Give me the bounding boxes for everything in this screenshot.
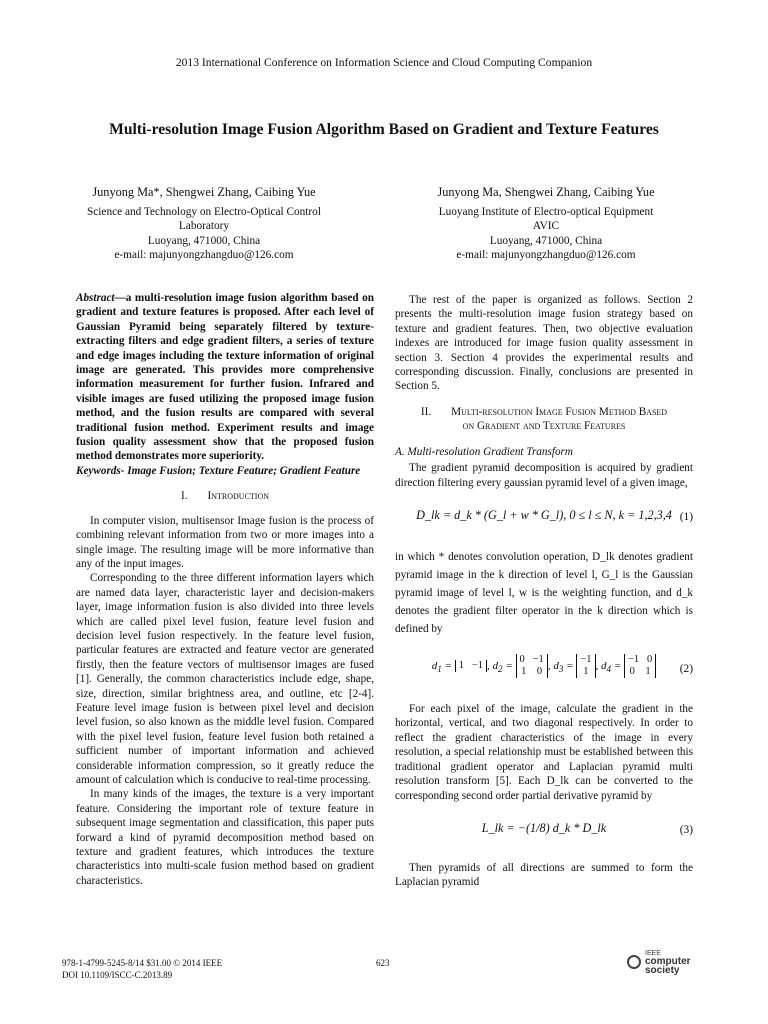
- footer-doi: DOI 10.1109/ISCC-C.2013.89: [62, 970, 173, 980]
- author-email: e-mail: majunyongzhangduo@126.com: [114, 249, 294, 262]
- equation-number: (3): [679, 823, 693, 836]
- section-number: II.: [420, 405, 432, 418]
- paragraph: For each pixel of the image, calculate the gradient in the horizontal, vertical, and two diagonal respectively. In order to reflect the gradient characteristics of the image in every resolution, a special relationship must be established between this traditional gradient operator and Laplacian pyramid multi resolution transform [5]. Each D_lk can be converted to the corresponding second order partial derivative pyramid by: [395, 703, 693, 802]
- right-column: [395, 293, 693, 890]
- equation-number: (1): [679, 511, 693, 524]
- equation-expression: L_lk = −(1/8) d_k * D_lk: [481, 820, 607, 835]
- abstract-text: —a multi-resolution image fusion algorithm based on gradient and texture features is proposed. After each level of Gaussian Pyramid being separately filtered by texture-extracting filters and edge gradient filters, a series of texture and edge images including the texture information of original image are generated. This provides more comprehensive information measurement for further fusion. Infrared and visible images are fused utilizing the proposed image fusion method, and the fusion results are compared with several traditional fusion method. Experiment results and image fusion quality assessment show that the proposed fusion method demonstrates more superiority.: [76, 292, 374, 463]
- abstract-label: Abstract: [76, 292, 115, 304]
- ieee-logo-icon: [627, 955, 641, 969]
- affiliation-city: Luoyang, 471000, China: [489, 234, 603, 247]
- paragraph: Corresponding to the three different information layers which are named data layer, characteristic layer and decision-makers layer, image information fusion is also divided into three levels which are called pixel level fusion, feature level fusion and decision level fusion respectively. In the feature level fusion, particular features are extracted and feature vector are generated firstly, then the feature vectors of multisensor images are fused [1]. Generally, the common characteristics include edge, shape, size, direction, similar brightness area, and outline, etc [2-4]. Feature level image fusion is between pixel level and decision level fusion, so also known as the middle level fusion. Compared with the pixel level fusion, feature level fusion both retained a sufficient number of important information and achieved considerable information compression, so it greatly reduce the amount of calculation which is conducive to real-time processing.: [76, 572, 374, 786]
- affiliation-line: AVIC: [532, 220, 560, 233]
- equation-1: [395, 504, 693, 534]
- paragraph: In computer vision, multisensor Image fusion is the process of combining relevant information from two or more images into a single image. The resulting image will be more informative than any of the input images.: [76, 514, 374, 570]
- paper-title: Multi-resolution Image Fusion Algorithm Based on Gradient and Texture Features: [109, 121, 659, 138]
- conference-header: 2013 International Conference on Information Science and Cloud Computing Companion: [175, 56, 593, 69]
- author-names: Junyong Ma, Shengwei Zhang, Caibing Yue: [437, 185, 655, 199]
- keywords: Keywords- Image Fusion; Texture Feature; Gradient Feature: [76, 464, 361, 477]
- author-names: Junyong Ma*, Shengwei Zhang, Caibing Yue: [92, 185, 316, 199]
- section-heading: [395, 405, 693, 433]
- computer-society-logo: [627, 952, 707, 976]
- footer-isbn: 978-1-4799-5245-8/14 $31.00 © 2014 IEEE: [62, 958, 223, 968]
- author-block-left: [54, 185, 354, 263]
- subsection-heading: A. Multi-resolution Gradient Transform: [395, 445, 573, 458]
- left-column: [76, 291, 374, 888]
- author-block-right: [396, 185, 696, 263]
- paragraph: The gradient pyramid decomposition is acquired by gradient direction filtering every gaussian pyramid level of a given image,: [395, 462, 693, 489]
- equation-number: (2): [679, 663, 693, 676]
- equation-2: [395, 652, 693, 688]
- section-title: Multi-resolution Image Fusion Method Based: [451, 405, 668, 418]
- author-email: e-mail: majunyongzhangduo@126.com: [456, 249, 636, 262]
- paragraph: Then pyramids of all directions are summed to form the Laplacian pyramid: [395, 861, 693, 889]
- paragraph: In many kinds of the images, the texture is a very important feature. Considering the important role of texture feature in subsequent image segmentation and classification, this paper puts forward a kind of pyramid decomposition method based on texture and gradient features, which introduces the texture characteristics into multi-scale fusion method based on gradient characteristics.: [76, 788, 374, 887]
- section-heading: [76, 489, 374, 503]
- affiliation-line: Luoyang Institute of Electro-optical Equipment: [438, 205, 654, 218]
- logo-text-bottom: computer society: [645, 956, 691, 976]
- section-title: Introduction: [207, 490, 270, 503]
- paragraph: The rest of the paper is organized as follows. Section 2 presents the multi-resolution image fusion strategy based on texture and gradient features. Then, two objective evaluation indexes are introduced for image fusion quality assessment in section 3. Section 4 provides the experimental results and corresponding discussion. Finally, conclusions are presented in Section 5.: [395, 294, 693, 393]
- affiliation-line: Science and Technology on Electro-Optical Control: [87, 205, 321, 218]
- affiliation-city: Luoyang, 471000, China: [147, 234, 261, 247]
- abstract: [76, 291, 374, 464]
- equation-3: [395, 817, 693, 847]
- paragraph: in which * denotes convolution operation, D_lk denotes gradient pyramid image in the k direction of level l, G_l is the Gaussian pyramid image of level l, w is the weighting function, and d_k denotes the gradient filter operator in the k direction which is defined by: [395, 551, 693, 636]
- section-title-continued: on Gradient and Texture Features: [462, 419, 626, 432]
- section-number: I.: [180, 490, 188, 503]
- logo-text-top: IEEE: [645, 950, 661, 957]
- affiliation-line: Laboratory: [178, 220, 230, 233]
- equation-expression: $d_1 = 1 -1$ , $d_2 = 0 -1$ 1 0 , $d_3 = -1$ 1 , $d_4 = -1$ 0 0 1: [395, 654, 693, 678]
- page-number: 623: [376, 958, 390, 968]
- equation-expression: D_lk = d_k * (G_l + w * G_l), 0 ≤ l ≤ N, k = 1,2,3,4: [416, 508, 672, 523]
